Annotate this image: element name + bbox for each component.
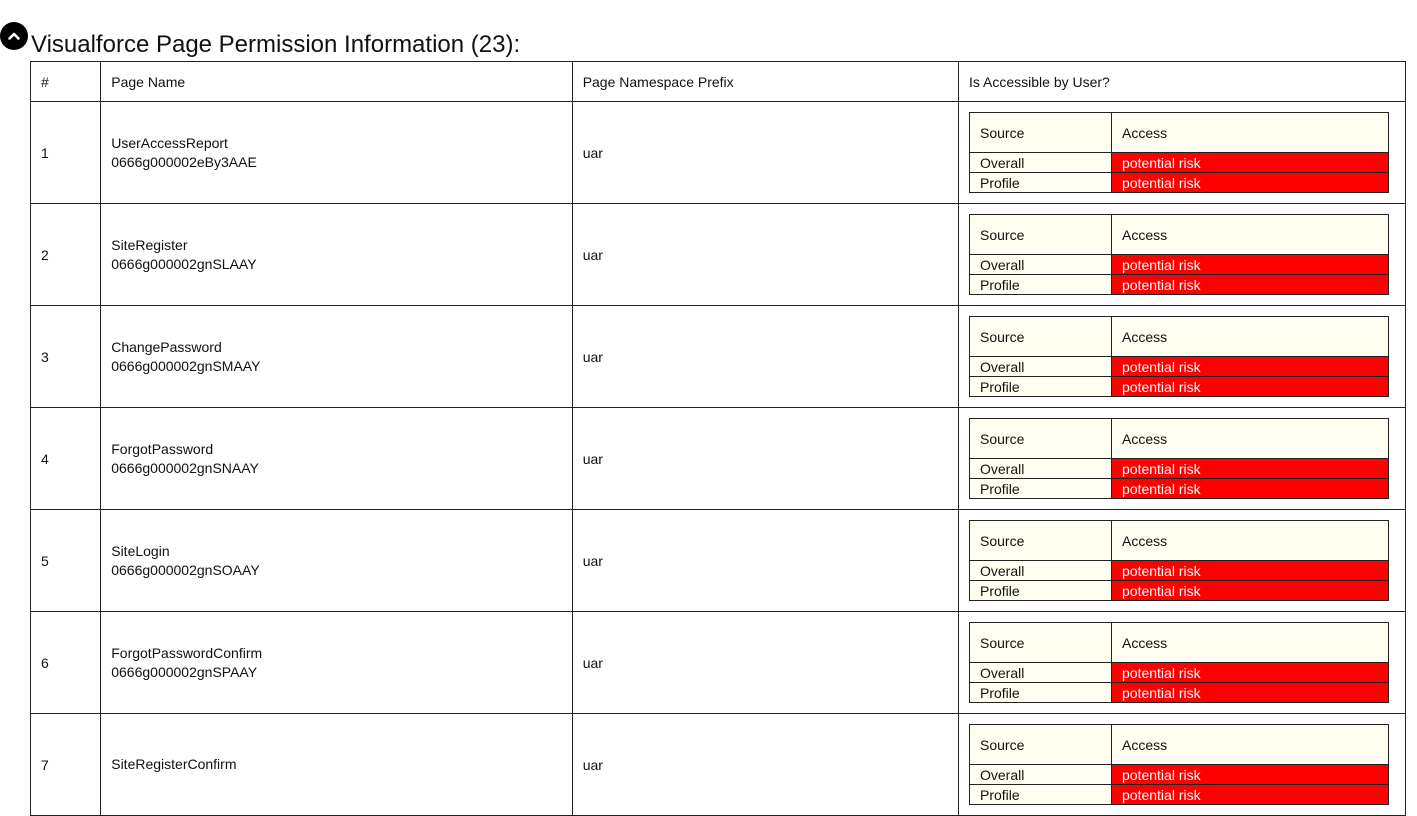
table-row — [31, 102, 1406, 204]
access-row-profile — [970, 377, 1389, 397]
table-row — [31, 306, 1406, 408]
access-header-access: Access — [1112, 521, 1389, 561]
access-row-overall — [970, 459, 1389, 479]
page-name-cell — [101, 612, 572, 714]
section-title: Visualforce Page Permission Information (23): — [31, 31, 521, 58]
access-source: Overall — [970, 459, 1112, 479]
access-row-overall — [970, 663, 1389, 683]
access-cell — [959, 204, 1406, 306]
access-row-overall — [970, 357, 1389, 377]
page-id: 0666g000002gnSPAAY — [111, 663, 258, 680]
access-row-overall — [970, 255, 1389, 275]
access-status-badge: potential risk — [1112, 255, 1389, 275]
namespace-prefix: uar — [572, 204, 958, 306]
access-table-header — [970, 113, 1389, 153]
row-number: 1 — [31, 102, 101, 204]
table-row — [31, 204, 1406, 306]
page-name-cell — [101, 102, 572, 204]
page-name-cell — [101, 714, 572, 816]
access-header-source: Source — [970, 317, 1112, 357]
row-number: 7 — [31, 714, 101, 816]
row-number: 6 — [31, 612, 101, 714]
access-source: Profile — [970, 275, 1112, 295]
access-header-access: Access — [1112, 725, 1389, 765]
access-cell — [959, 714, 1406, 816]
table-header-row — [31, 62, 1406, 102]
access-header-access: Access — [1112, 215, 1389, 255]
access-source: Profile — [970, 479, 1112, 499]
access-header-source: Source — [970, 215, 1112, 255]
access-source: Overall — [970, 765, 1112, 785]
page-id: 0666g000002gnSOAAY — [111, 561, 260, 578]
access-table — [969, 112, 1389, 193]
access-header-source: Source — [970, 725, 1112, 765]
chevron-up-icon — [7, 29, 21, 43]
access-row-profile — [970, 173, 1389, 193]
access-table — [969, 214, 1389, 295]
access-header-access: Access — [1112, 419, 1389, 459]
page-name: ForgotPassword — [111, 440, 214, 457]
access-source: Profile — [970, 683, 1112, 703]
row-number: 2 — [31, 204, 101, 306]
page-id: 0666g000002gnSMAAY — [111, 357, 261, 374]
access-status-badge: potential risk — [1112, 663, 1389, 683]
namespace-prefix: uar — [572, 612, 958, 714]
namespace-prefix: uar — [572, 714, 958, 816]
page-name: ForgotPasswordConfirm — [111, 644, 263, 661]
access-status-badge: potential risk — [1112, 377, 1389, 397]
access-row-profile — [970, 683, 1389, 703]
access-header-access: Access — [1112, 317, 1389, 357]
access-header-source: Source — [970, 113, 1112, 153]
table-body — [31, 102, 1406, 816]
page-id: 0666g000002eBy3AAE — [111, 153, 257, 170]
access-source: Overall — [970, 561, 1112, 581]
access-table-header — [970, 521, 1389, 561]
access-status-badge: potential risk — [1112, 683, 1389, 703]
access-table — [969, 316, 1389, 397]
page-id: 0666g000002gnSNAAY — [111, 459, 259, 476]
access-status-badge: potential risk — [1112, 765, 1389, 785]
access-row-overall — [970, 153, 1389, 173]
access-source: Overall — [970, 357, 1112, 377]
row-number: 5 — [31, 510, 101, 612]
access-status-badge: potential risk — [1112, 581, 1389, 601]
access-source: Overall — [970, 153, 1112, 173]
namespace-prefix: uar — [572, 306, 958, 408]
access-source: Profile — [970, 173, 1112, 193]
access-table-header — [970, 317, 1389, 357]
row-number: 3 — [31, 306, 101, 408]
access-header-access: Access — [1112, 623, 1389, 663]
access-row-profile — [970, 785, 1389, 805]
access-table-header — [970, 419, 1389, 459]
access-status-badge: potential risk — [1112, 275, 1389, 295]
column-header-accessible: Is Accessible by User? — [959, 62, 1406, 102]
page-name: UserAccessReport — [111, 134, 228, 151]
access-status-badge: potential risk — [1112, 561, 1389, 581]
page-name: ChangePassword — [111, 338, 222, 355]
access-table — [969, 724, 1389, 805]
namespace-prefix: uar — [572, 102, 958, 204]
table-row — [31, 408, 1406, 510]
table-row — [31, 714, 1406, 816]
access-status-badge: potential risk — [1112, 479, 1389, 499]
page-name: SiteLogin — [111, 542, 170, 559]
access-cell — [959, 408, 1406, 510]
page-name: SiteRegister — [111, 236, 188, 253]
permission-table — [30, 61, 1406, 816]
column-header-number: # — [31, 62, 101, 102]
access-status-badge: potential risk — [1112, 153, 1389, 173]
access-status-badge: potential risk — [1112, 173, 1389, 193]
access-table — [969, 520, 1389, 601]
access-source: Profile — [970, 377, 1112, 397]
access-cell — [959, 510, 1406, 612]
access-table — [969, 622, 1389, 703]
page-name-cell — [101, 510, 572, 612]
access-row-overall — [970, 765, 1389, 785]
access-table-header — [970, 623, 1389, 663]
access-table-header — [970, 725, 1389, 765]
table-row — [31, 612, 1406, 714]
access-source: Profile — [970, 581, 1112, 601]
page-name-cell — [101, 408, 572, 510]
access-header-source: Source — [970, 521, 1112, 561]
page-name-cell — [101, 204, 572, 306]
page-id: 0666g000002gnSLAAY — [111, 255, 257, 272]
access-status-badge: potential risk — [1112, 785, 1389, 805]
access-source: Profile — [970, 785, 1112, 805]
access-cell — [959, 102, 1406, 204]
access-row-profile — [970, 479, 1389, 499]
access-row-overall — [970, 561, 1389, 581]
access-row-profile — [970, 275, 1389, 295]
table-row — [31, 510, 1406, 612]
access-status-badge: potential risk — [1112, 357, 1389, 377]
access-cell — [959, 306, 1406, 408]
namespace-prefix: uar — [572, 510, 958, 612]
page-name-cell — [101, 306, 572, 408]
access-source: Overall — [970, 255, 1112, 275]
access-source: Overall — [970, 663, 1112, 683]
page-name: SiteRegisterConfirm — [111, 756, 237, 772]
access-cell — [959, 612, 1406, 714]
access-header-source: Source — [970, 623, 1112, 663]
access-table — [969, 418, 1389, 499]
access-status-badge: potential risk — [1112, 459, 1389, 479]
namespace-prefix: uar — [572, 408, 958, 510]
column-header-namespace: Page Namespace Prefix — [572, 62, 958, 102]
row-number: 4 — [31, 408, 101, 510]
access-table-header — [970, 215, 1389, 255]
column-header-page-name: Page Name — [101, 62, 572, 102]
access-header-access: Access — [1112, 113, 1389, 153]
access-header-source: Source — [970, 419, 1112, 459]
collapse-section-button[interactable] — [0, 22, 28, 50]
access-row-profile — [970, 581, 1389, 601]
